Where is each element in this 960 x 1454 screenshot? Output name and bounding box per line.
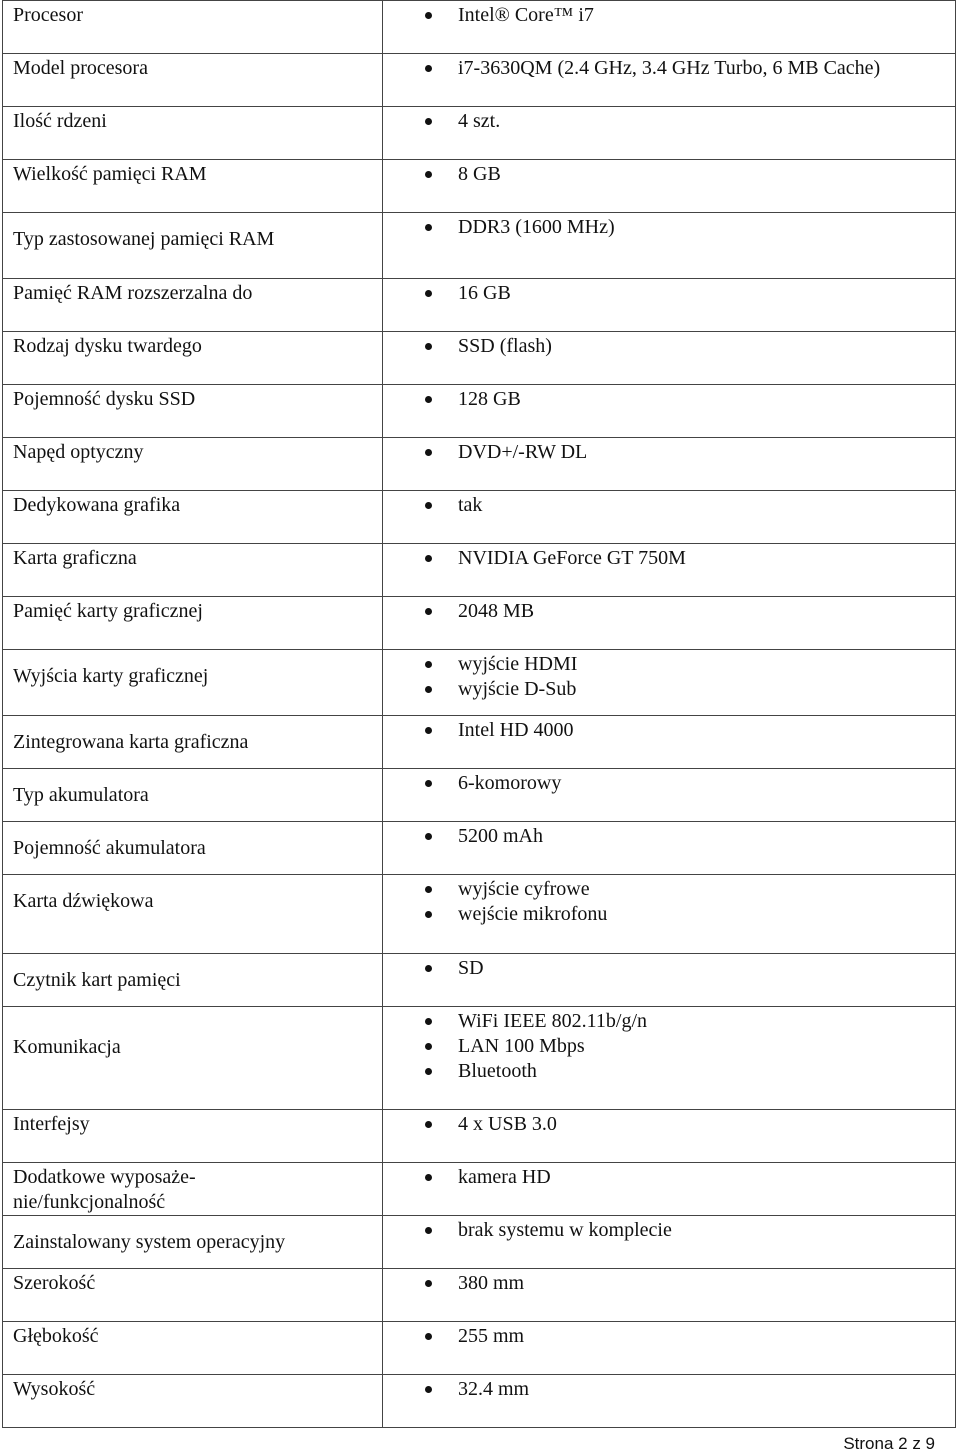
spec-value: 4 szt. (458, 110, 501, 132)
spec-label: Procesor (13, 4, 83, 26)
spec-value-list (383, 385, 955, 412)
spec-value-item (383, 162, 955, 187)
spec-value-list (383, 1163, 955, 1190)
spec-value: 4 x USB 3.0 (458, 1113, 557, 1135)
spec-value: DVD+/-RW DL (458, 441, 588, 463)
spec-label-cell (3, 1269, 383, 1322)
spec-value: kamera HD (458, 1166, 551, 1188)
spec-value-item (383, 1218, 955, 1243)
spec-value-item (383, 493, 955, 518)
spec-value-item (383, 718, 955, 743)
spec-value: i7-3630QM (2.4 GHz, 3.4 GHz Turbo, 6 MB Cache) (458, 57, 881, 79)
bullet-icon (425, 1174, 432, 1181)
bullet-icon (425, 224, 432, 231)
spec-label: Typ zastosowanej pamięci RAM (13, 228, 275, 250)
spec-label: Pamięć karty graficznej (13, 600, 203, 622)
bullet-icon (425, 1121, 432, 1128)
spec-value: Intel HD 4000 (458, 719, 574, 741)
spec-value-cell (383, 875, 956, 954)
bullet-icon (425, 833, 432, 840)
spec-row (3, 107, 956, 160)
spec-value-list (383, 1375, 955, 1402)
spec-label: Karta dźwiękowa (13, 890, 154, 912)
bullet-icon (425, 886, 432, 893)
spec-label: Model procesora (13, 57, 148, 79)
spec-value-cell (383, 1, 956, 54)
spec-row (3, 279, 956, 332)
spec-value-item (383, 599, 955, 624)
spec-row (3, 1163, 956, 1216)
spec-row (3, 597, 956, 650)
spec-value-list (383, 1269, 955, 1296)
spec-value-item (383, 1059, 955, 1084)
spec-value-item (383, 1034, 955, 1059)
spec-value-cell (383, 597, 956, 650)
spec-value-cell (383, 385, 956, 438)
spec-label: Komunikacja (13, 1036, 121, 1058)
spec-value-item (383, 215, 955, 240)
spec-value-cell (383, 279, 956, 332)
spec-value-cell (383, 1322, 956, 1375)
spec-label: Wysokość (13, 1378, 96, 1400)
spec-row (3, 1375, 956, 1428)
spec-value: 6-komorowy (458, 772, 562, 794)
spec-value-cell (383, 822, 956, 875)
spec-value-item (383, 281, 955, 306)
spec-row (3, 1, 956, 54)
spec-value-item (383, 3, 955, 28)
bullet-icon (425, 12, 432, 19)
spec-value: DDR3 (1600 MHz) (458, 216, 615, 238)
spec-value: wyjście D-Sub (458, 678, 577, 700)
spec-label: Szerokość (13, 1272, 96, 1294)
spec-value-list (383, 1110, 955, 1137)
spec-value-item (383, 1009, 955, 1034)
spec-row (3, 650, 956, 716)
spec-value-item (383, 677, 955, 702)
spec-value: wyjście HDMI (458, 653, 578, 675)
spec-row (3, 1110, 956, 1163)
bullet-icon (425, 502, 432, 509)
spec-label-cell (3, 716, 383, 769)
spec-value-cell (383, 1110, 956, 1163)
spec-label-cell (3, 213, 383, 279)
spec-value-list (383, 769, 955, 796)
spec-value-list (383, 54, 955, 81)
bullet-icon (425, 661, 432, 668)
spec-value-item (383, 956, 955, 981)
spec-row (3, 1322, 956, 1375)
spec-label: Karta graficzna (13, 547, 137, 569)
spec-row (3, 1216, 956, 1269)
spec-value-item (383, 387, 955, 412)
spec-value: 5200 mAh (458, 825, 543, 847)
spec-value: Bluetooth (458, 1060, 537, 1082)
spec-value-item (383, 109, 955, 134)
spec-value-item (383, 652, 955, 677)
spec-value-item (383, 824, 955, 849)
spec-value: wyjście cyfrowe (458, 878, 590, 900)
spec-label: Zintegrowana karta graficzna (13, 731, 249, 753)
spec-value-cell (383, 1163, 956, 1216)
spec-value: 380 mm (458, 1272, 525, 1294)
spec-label-cell (3, 822, 383, 875)
spec-value-list (383, 438, 955, 465)
spec-value-list (383, 544, 955, 571)
spec-row (3, 160, 956, 213)
bullet-icon (425, 780, 432, 787)
bullet-icon (425, 911, 432, 918)
spec-value-cell (383, 438, 956, 491)
spec-row (3, 1007, 956, 1110)
spec-label-cell (3, 107, 383, 160)
spec-value-list (383, 279, 955, 306)
spec-value-item (383, 1324, 955, 1349)
bullet-icon (425, 608, 432, 615)
spec-value: LAN 100 Mbps (458, 1035, 585, 1057)
spec-value-item (383, 546, 955, 571)
spec-table-body (3, 1, 956, 1428)
spec-value-cell (383, 544, 956, 597)
spec-label-cell (3, 1110, 383, 1163)
spec-row (3, 491, 956, 544)
spec-value: brak systemu w komplecie (458, 1219, 672, 1241)
bullet-icon (425, 449, 432, 456)
spec-value-list (383, 650, 955, 702)
spec-label: Zainstalowany system operacyjny (13, 1231, 286, 1253)
spec-value-list (383, 822, 955, 849)
spec-value: 32.4 mm (458, 1378, 530, 1400)
spec-value-cell (383, 1216, 956, 1269)
spec-row (3, 954, 956, 1007)
spec-value-list (383, 1216, 955, 1243)
bullet-icon (425, 555, 432, 562)
spec-label-cell (3, 544, 383, 597)
spec-label-cell (3, 1007, 383, 1110)
spec-value-cell (383, 1269, 956, 1322)
spec-label-cell (3, 597, 383, 650)
bullet-icon (425, 965, 432, 972)
bullet-icon (425, 171, 432, 178)
spec-value: SD (458, 957, 484, 979)
spec-label: Pamięć RAM rozszerzalna do (13, 282, 253, 304)
bullet-icon (425, 1043, 432, 1050)
spec-label-cell (3, 385, 383, 438)
spec-label-cell (3, 54, 383, 107)
spec-value: NVIDIA GeForce GT 750M (458, 547, 686, 569)
bullet-icon (425, 118, 432, 125)
spec-value-item (383, 1377, 955, 1402)
spec-label: Rodzaj dysku twardego (13, 335, 202, 357)
spec-row (3, 544, 956, 597)
spec-value: 128 GB (458, 388, 521, 410)
spec-value-item (383, 877, 955, 902)
spec-row (3, 54, 956, 107)
spec-label-cell (3, 650, 383, 716)
spec-value-cell (383, 1375, 956, 1428)
spec-value-cell (383, 650, 956, 716)
spec-value: 255 mm (458, 1325, 525, 1347)
spec-label: Dedykowana grafika (13, 494, 181, 516)
spec-label-cell (3, 954, 383, 1007)
bullet-icon (425, 396, 432, 403)
spec-value-cell (383, 160, 956, 213)
bullet-icon (425, 1018, 432, 1025)
spec-value-cell (383, 954, 956, 1007)
spec-value-cell (383, 769, 956, 822)
spec-label-cell (3, 438, 383, 491)
spec-value-item (383, 902, 955, 927)
spec-value-list (383, 875, 955, 927)
spec-value-list (383, 597, 955, 624)
spec-label-cell (3, 160, 383, 213)
spec-value-cell (383, 54, 956, 107)
spec-value-item (383, 1271, 955, 1296)
spec-value-list (383, 213, 955, 240)
bullet-icon (425, 1227, 432, 1234)
spec-label-cell (3, 1375, 383, 1428)
spec-value: Intel® Core™ i7 (458, 4, 594, 26)
bullet-icon (425, 1386, 432, 1393)
spec-label-cell (3, 1322, 383, 1375)
spec-value-item (383, 56, 955, 81)
spec-row (3, 332, 956, 385)
spec-value: tak (458, 494, 483, 516)
bullet-icon (425, 1333, 432, 1340)
spec-value-cell (383, 107, 956, 160)
bullet-icon (425, 65, 432, 72)
spec-value-cell (383, 332, 956, 385)
spec-value-item (383, 1112, 955, 1137)
bullet-icon (425, 1068, 432, 1075)
spec-label: Czytnik kart pamięci (13, 969, 181, 991)
spec-value-list (383, 716, 955, 743)
spec-label: Interfejsy (13, 1113, 90, 1135)
spec-label-cell (3, 1, 383, 54)
spec-label-cell (3, 875, 383, 954)
spec-label: Typ akumulatora (13, 784, 149, 806)
spec-label-cell (3, 1163, 383, 1216)
spec-value-list (383, 1322, 955, 1349)
spec-value-cell (383, 213, 956, 279)
spec-label: Pojemność dysku SSD (13, 388, 196, 410)
spec-value: 8 GB (458, 163, 501, 185)
spec-value-list (383, 491, 955, 518)
spec-label: Głębokość (13, 1325, 99, 1347)
spec-label: Wyjścia karty graficznej (13, 665, 209, 687)
page-number: Strona 2 z 9 (843, 1434, 935, 1453)
spec-value-list (383, 160, 955, 187)
spec-row (3, 438, 956, 491)
spec-row (3, 213, 956, 279)
spec-value-list (383, 107, 955, 134)
spec-label-cell (3, 279, 383, 332)
bullet-icon (425, 686, 432, 693)
spec-value-list (383, 954, 955, 981)
spec-value-item (383, 771, 955, 796)
spec-value-cell (383, 716, 956, 769)
spec-row (3, 385, 956, 438)
spec-value-cell (383, 491, 956, 544)
bullet-icon (425, 1280, 432, 1287)
spec-label: Ilość rdzeni (13, 110, 107, 132)
bullet-icon (425, 343, 432, 350)
spec-row (3, 1269, 956, 1322)
spec-value-item (383, 440, 955, 465)
spec-label: Napęd optyczny (13, 441, 144, 463)
spec-row (3, 875, 956, 954)
spec-value-item (383, 1165, 955, 1190)
spec-value: WiFi IEEE 802.11b/g/n (458, 1010, 647, 1032)
spec-label-cell (3, 332, 383, 385)
spec-table (2, 0, 956, 1428)
spec-row (3, 822, 956, 875)
spec-value-list (383, 1007, 955, 1084)
spec-label: Wielkość pamięci RAM (13, 163, 207, 185)
bullet-icon (425, 290, 432, 297)
bullet-icon (425, 727, 432, 734)
spec-label: Dodatkowe wyposaże- nie/funkcjonalność (13, 1166, 196, 1213)
spec-value: 16 GB (458, 282, 511, 304)
spec-row (3, 716, 956, 769)
spec-value-cell (383, 1007, 956, 1110)
spec-value: wejście mikrofonu (458, 903, 608, 925)
spec-label: Pojemność akumulatora (13, 837, 206, 859)
spec-value-list (383, 332, 955, 359)
spec-value: 2048 MB (458, 600, 535, 622)
spec-value: SSD (flash) (458, 335, 552, 357)
spec-row (3, 769, 956, 822)
spec-label-cell (3, 1216, 383, 1269)
spec-value-item (383, 334, 955, 359)
spec-value-list (383, 1, 955, 28)
spec-label-cell (3, 491, 383, 544)
spec-label-cell (3, 769, 383, 822)
